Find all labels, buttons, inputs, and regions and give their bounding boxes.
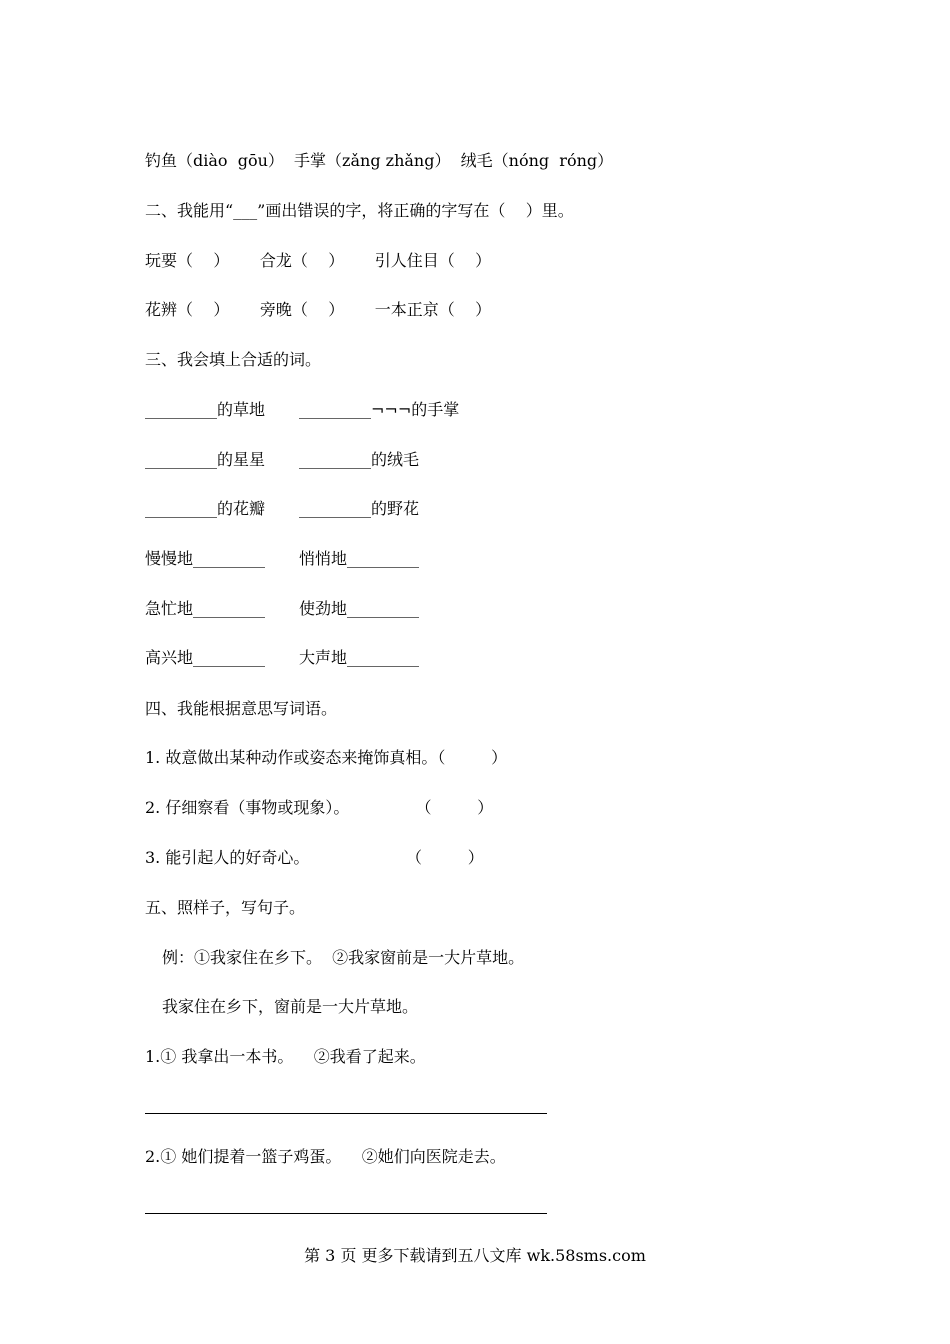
pinyin-line: 钓鱼（diào gōu） 手掌（zǎng zhǎng） 绒毛（nóng róng） — [145, 151, 614, 170]
fill-word-1a: _________的草地 — [145, 400, 266, 419]
answer-line-2 — [145, 1213, 547, 1214]
fill-word-4a: 慢慢地_________ — [145, 549, 266, 568]
example-sentences: 例：①我家住在乡下。 ②我家窗前是一大片草地。 — [162, 948, 525, 967]
wrong-char-row-1: 玩要（ ） 合龙（ ） 引人住目（ ） — [145, 251, 492, 270]
answer-line-1 — [145, 1113, 547, 1114]
fill-word-5b: 使劲地_________ — [299, 599, 420, 618]
fill-word-3b: _________的野花 — [299, 499, 420, 518]
fill-word-2a: _________的星星 — [145, 450, 266, 469]
section-five-heading: 五、照样子，写句子。 — [145, 898, 306, 917]
example-combined: 我家住在乡下，窗前是一大片草地。 — [162, 997, 419, 1016]
section-two-heading: 二、我能用“___”画出错误的字，将正确的字写在（ ）里。 — [145, 201, 574, 220]
fill-word-2b: _________的绒毛 — [299, 450, 420, 469]
meaning-question-3: 3. 能引起人的好奇心。 （ ） — [145, 848, 484, 867]
fill-word-6a: 高兴地_________ — [145, 648, 266, 667]
fill-word-3a: _________的花瓣 — [145, 499, 266, 518]
exercise-1: 1.① 我拿出一本书。 ②我看了起来。 — [145, 1047, 426, 1066]
meaning-question-1: 1. 故意做出某种动作或姿态来掩饰真相。（ ） — [145, 748, 508, 767]
exercise-2: 2.① 她们提着一篮子鸡蛋。 ②她们向医院走去。 — [145, 1147, 506, 1166]
fill-word-5a: 急忙地_________ — [145, 599, 266, 618]
wrong-char-row-2: 花辨（ ） 旁晚（ ） 一本正京（ ） — [145, 300, 492, 319]
section-four-heading: 四、我能根据意思写词语。 — [145, 699, 338, 718]
meaning-question-2: 2. 仔细察看（事物或现象）。 （ ） — [145, 798, 494, 817]
page-footer: 第 3 页 更多下载请到五八文库 wk.58sms.com — [304, 1246, 646, 1265]
fill-word-1b: _________¬¬¬的手掌 — [299, 400, 460, 419]
fill-word-6b: 大声地_________ — [299, 648, 420, 667]
section-three-heading: 三、我会填上合适的词。 — [145, 350, 322, 369]
fill-word-4b: 悄悄地_________ — [299, 549, 420, 568]
